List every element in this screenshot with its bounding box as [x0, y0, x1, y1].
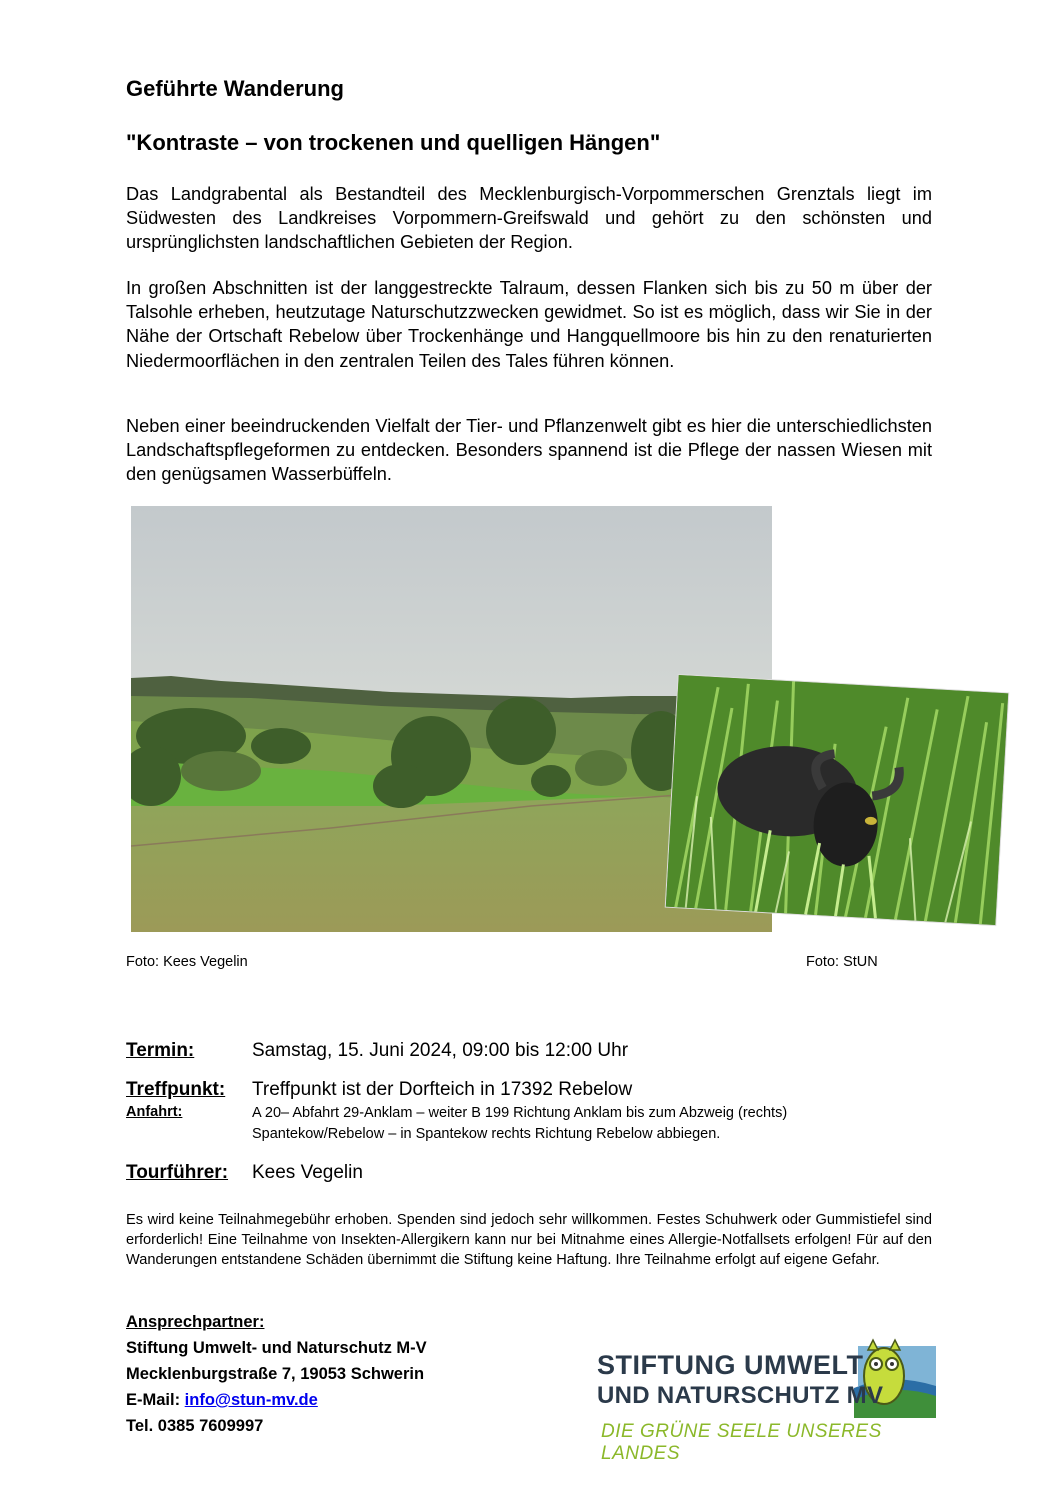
contact-org: Stiftung Umwelt- und Naturschutz M-V [126, 1339, 427, 1357]
termin-value: Samstag, 15. Juni 2024, 09:00 bis 12:00 Uhr [252, 1040, 629, 1061]
anfahrt-line-2: Spantekow/Rebelow – in Spantekow rechts Richtung Rebelow abbiegen. [252, 1126, 721, 1142]
page-subtitle: "Kontraste – von trockenen und quelligen Hängen" [126, 130, 661, 155]
photo-caption-left: Foto: Kees Vegelin [126, 954, 248, 970]
logo-text-line-1: STIFTUNG UMWELT [597, 1350, 864, 1380]
contact-email-row [126, 1391, 318, 1410]
tourfuehrer-label: Tourführer: [126, 1162, 229, 1183]
intro-paragraph-2: In großen Abschnitten ist der langgestreckte Talraum, dessen Flanken sich bis zu 50 m über der Talsohle erheben, heutzutage Naturschutzzwecken gewidmet. So ist es möglich, dass wir Sie in der Nähe der Ortschaft Rebelow über Trockenhänge und Hangquellmoore bis hin zu den renaturierten Niedermoorflächen in den zentralen Teilen des Tales führen können. [126, 278, 932, 371]
foundation-logo [592, 1326, 942, 1476]
photo-caption-right: Foto: StUN [806, 954, 878, 970]
tourfuehrer-value: Kees Vegelin [252, 1162, 363, 1183]
intro-paragraph-3: Neben einer beeindruckenden Vielfalt der Tier- und Pflanzenwelt gibt es hier die unterschiedlichsten Landschaftspflegeformen zu entdecken. Besonders spannend ist die Pflege der nassen Wiesen mit den genügsamen Wasserbüffeln. [126, 416, 932, 485]
anfahrt-line-1: A 20– Abfahrt 29-Anklam – weiter B 199 Richtung Anklam bis zum Abzweig (rechts) [252, 1105, 788, 1121]
logo-text-line-2: UND NATURSCHUTZ MV [597, 1382, 884, 1409]
treffpunkt-label: Treffpunkt: [126, 1079, 226, 1100]
logo-text-line-3: DIE GRÜNE SEELE UNSERES LANDES [601, 1421, 882, 1464]
contact-heading: Ansprechpartner: [126, 1313, 265, 1331]
water-buffalo-photo [666, 675, 1008, 925]
page-title: Geführte Wanderung [126, 76, 344, 101]
anfahrt-label: Anfahrt: [126, 1104, 183, 1120]
contact-email-label: E-Mail: [126, 1391, 185, 1409]
intro-paragraph-1: Das Landgrabental als Bestandteil des Mecklenburgisch-Vorpommerschen Grenztals liegt im Südwesten des Landkreises Vorpommern-Greifswald und gehört zu den schönsten und ursprünglichsten landschaftlichen Gebieten der Region. [126, 184, 932, 253]
contact-address: Mecklenburgstraße 7, 19053 Schwerin [126, 1365, 425, 1383]
contact-email-link[interactable]: info@stun-mv.de [184, 1391, 318, 1409]
treffpunkt-value: Treffpunkt ist der Dorfteich in 17392 Rebelow [252, 1079, 633, 1100]
termin-label: Termin: [126, 1040, 195, 1061]
participation-note: Es wird keine Teilnahmegebühr erhoben. Spenden sind jedoch sehr willkommen. Festes Schuhwerk oder Gummistiefel sind erforderlich! Eine Teilnahme von Insekten-Allergikern kann nur bei Mitnahme eines Allergie-Notfallsets erfolgen! Für auf den Wanderungen entstandene Schäden übernimmt die Stiftung keine Haftung. Ihre Teilnahme erfolgt auf eigene Gefahr. [126, 1212, 932, 1268]
contact-phone: Tel. 0385 7609997 [126, 1417, 264, 1435]
